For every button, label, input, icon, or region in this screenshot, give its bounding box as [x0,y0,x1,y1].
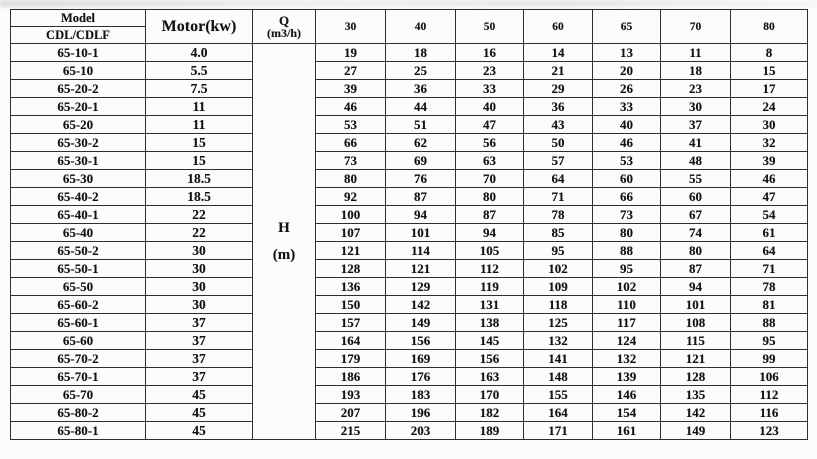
head-value-cell: 46 [316,98,386,116]
motor-power-cell: 4.0 [146,44,253,62]
model-cell: 65-80-2 [11,404,146,422]
head-value-cell: 36 [386,80,456,98]
head-value-cell: 61 [731,224,808,242]
model-cell: 65-70-1 [11,368,146,386]
head-value-cell: 94 [661,278,731,296]
model-column-header: Model [11,10,146,27]
head-value-cell: 170 [456,386,524,404]
head-value-cell: 13 [593,44,661,62]
table-row [11,134,808,152]
table-row [11,296,808,314]
pump-performance-table [10,9,808,440]
h-symbol-label: H [278,219,290,236]
head-value-cell: 106 [731,368,808,386]
head-value-cell: 99 [731,350,808,368]
head-value-cell: 26 [593,80,661,98]
head-value-cell: 136 [316,278,386,296]
head-value-cell: 121 [661,350,731,368]
head-value-cell: 176 [386,368,456,386]
model-cell: 65-20 [11,116,146,134]
motor-power-cell: 22 [146,206,253,224]
head-value-cell: 139 [593,368,661,386]
head-value-cell: 55 [661,170,731,188]
head-value-cell: 18 [661,62,731,80]
head-value-cell: 64 [524,170,593,188]
flow-rate-header-65: 65 [593,10,661,44]
head-value-cell: 108 [661,314,731,332]
head-value-cell: 128 [661,368,731,386]
head-value-cell: 149 [386,314,456,332]
table-row [11,314,808,332]
table-row [11,44,808,62]
head-value-cell: 63 [456,152,524,170]
head-value-cell: 189 [456,422,524,440]
head-value-cell: 78 [524,206,593,224]
motor-power-cell: 30 [146,242,253,260]
motor-power-cell: 37 [146,332,253,350]
head-value-cell: 29 [524,80,593,98]
model-cell: 65-40-2 [11,188,146,206]
head-value-cell: 62 [386,134,456,152]
head-value-cell: 100 [316,206,386,224]
model-cell: 65-80-1 [11,422,146,440]
head-value-cell: 161 [593,422,661,440]
head-value-cell: 80 [316,170,386,188]
model-cell: 65-40-1 [11,206,146,224]
head-value-cell: 94 [456,224,524,242]
head-value-cell: 57 [524,152,593,170]
motor-power-cell: 37 [146,314,253,332]
flow-rate-header-30: 30 [316,10,386,44]
head-value-cell: 60 [593,170,661,188]
head-value-cell: 112 [731,386,808,404]
head-value-cell: 155 [524,386,593,404]
head-value-cell: 102 [524,260,593,278]
table-row [11,422,808,440]
model-cell: 65-20-1 [11,98,146,116]
head-value-cell: 164 [524,404,593,422]
head-value-cell: 179 [316,350,386,368]
head-value-cell: 30 [731,116,808,134]
flow-rate-header-50: 50 [456,10,524,44]
head-value-cell: 123 [731,422,808,440]
table-row [11,188,808,206]
head-value-cell: 27 [316,62,386,80]
model-cell: 65-60-2 [11,296,146,314]
q-unit-label: (m3/h) [267,25,301,40]
head-value-cell: 23 [456,62,524,80]
head-value-cell: 124 [593,332,661,350]
head-value-cell: 203 [386,422,456,440]
head-value-cell: 51 [386,116,456,134]
model-cell: 65-70 [11,386,146,404]
model-cell: 65-20-2 [11,80,146,98]
head-value-cell: 95 [731,332,808,350]
head-value-cell: 215 [316,422,386,440]
table-row [11,242,808,260]
head-value-cell: 116 [731,404,808,422]
head-value-cell: 14 [524,44,593,62]
head-value-cell: 70 [456,170,524,188]
head-value-cell: 81 [731,296,808,314]
head-value-cell: 66 [593,188,661,206]
h-unit-label: (m) [272,246,296,263]
table-row [11,80,808,98]
table-body [11,44,808,440]
table-row [11,386,808,404]
motor-power-cell: 7.5 [146,80,253,98]
motor-power-cell: 45 [146,386,253,404]
head-value-cell: 40 [593,116,661,134]
head-value-cell: 114 [386,242,456,260]
head-value-cell: 149 [661,422,731,440]
table-row [11,350,808,368]
model-cell: 65-30-2 [11,134,146,152]
head-value-cell: 21 [524,62,593,80]
head-value-cell: 163 [456,368,524,386]
motor-power-cell: 18.5 [146,188,253,206]
head-value-cell: 121 [316,242,386,260]
head-value-cell: 85 [524,224,593,242]
head-value-cell: 33 [593,98,661,116]
head-value-cell: 87 [386,188,456,206]
flow-rate-header-60: 60 [524,10,593,44]
model-cell: 65-50 [11,278,146,296]
table-row [11,152,808,170]
motor-power-cell: 37 [146,350,253,368]
head-value-cell: 80 [456,188,524,206]
head-value-cell: 50 [524,134,593,152]
head-value-cell: 186 [316,368,386,386]
head-value-cell: 24 [731,98,808,116]
head-value-cell: 46 [731,170,808,188]
head-value-cell: 156 [386,332,456,350]
head-value-cell: 95 [593,260,661,278]
head-value-cell: 157 [316,314,386,332]
head-value-cell: 44 [386,98,456,116]
motor-power-cell: 11 [146,98,253,116]
head-value-cell: 105 [456,242,524,260]
head-value-cell: 135 [661,386,731,404]
head-value-cell: 107 [316,224,386,242]
model-cell: 65-50-2 [11,242,146,260]
head-value-cell: 146 [593,386,661,404]
head-value-cell: 53 [316,116,386,134]
head-value-cell: 43 [524,116,593,134]
head-value-cell: 69 [386,152,456,170]
head-value-cell: 73 [593,206,661,224]
head-value-cell: 207 [316,404,386,422]
head-value-cell: 164 [316,332,386,350]
model-cell: 65-30-1 [11,152,146,170]
head-value-cell: 125 [524,314,593,332]
table-row [11,62,808,80]
header-row-1 [11,10,808,27]
table-row [11,278,808,296]
head-value-cell: 109 [524,278,593,296]
head-value-cell: 17 [731,80,808,98]
model-series-subheader: CDL/CDLF [11,27,146,44]
head-value-cell: 76 [386,170,456,188]
model-cell: 65-30 [11,170,146,188]
flow-q-column-header [253,10,316,44]
motor-power-cell: 30 [146,278,253,296]
head-value-cell: 117 [593,314,661,332]
head-value-cell: 118 [524,296,593,314]
head-value-cell: 71 [524,188,593,206]
model-cell: 65-60-1 [11,314,146,332]
motor-power-cell: 18.5 [146,170,253,188]
head-value-cell: 128 [316,260,386,278]
head-value-cell: 33 [456,80,524,98]
head-value-cell: 121 [386,260,456,278]
scan-artifact [0,0,817,7]
head-value-cell: 95 [524,242,593,260]
head-value-cell: 53 [593,152,661,170]
head-value-cell: 56 [456,134,524,152]
head-value-cell: 132 [524,332,593,350]
motor-power-cell: 30 [146,296,253,314]
head-value-cell: 39 [316,80,386,98]
head-value-cell: 156 [456,350,524,368]
head-value-cell: 88 [731,314,808,332]
head-value-cell: 183 [386,386,456,404]
head-value-cell: 67 [661,206,731,224]
head-value-cell: 88 [593,242,661,260]
head-value-cell: 102 [593,278,661,296]
head-value-cell: 141 [524,350,593,368]
head-value-cell: 132 [593,350,661,368]
head-value-cell: 11 [661,44,731,62]
head-value-cell: 47 [731,188,808,206]
model-cell: 65-40 [11,224,146,242]
head-value-cell: 193 [316,386,386,404]
motor-power-cell: 45 [146,404,253,422]
flow-rate-header-80: 80 [731,10,808,44]
motor-power-cell: 11 [146,116,253,134]
flow-rate-header-70: 70 [661,10,731,44]
head-value-cell: 30 [661,98,731,116]
motor-power-cell: 45 [146,422,253,440]
head-value-cell: 87 [456,206,524,224]
table-row [11,332,808,350]
model-cell: 65-10-1 [11,44,146,62]
table-row [11,170,808,188]
head-value-cell: 54 [731,206,808,224]
table-row [11,260,808,278]
head-value-cell: 64 [731,242,808,260]
motor-column-header: Motor(kw) [146,10,253,44]
model-cell: 65-60 [11,332,146,350]
head-value-cell: 46 [593,134,661,152]
head-value-cell: 23 [661,80,731,98]
motor-power-cell: 15 [146,152,253,170]
head-value-cell: 87 [661,260,731,278]
head-value-cell: 145 [456,332,524,350]
motor-power-cell: 22 [146,224,253,242]
head-value-cell: 138 [456,314,524,332]
head-value-cell: 71 [731,260,808,278]
head-value-cell: 101 [386,224,456,242]
head-value-cell: 148 [524,368,593,386]
head-value-cell: 25 [386,62,456,80]
head-value-cell: 32 [731,134,808,152]
head-value-cell: 142 [386,296,456,314]
head-value-cell: 78 [731,278,808,296]
head-value-cell: 101 [661,296,731,314]
head-value-cell: 47 [456,116,524,134]
head-unit-cell [253,44,316,440]
head-value-cell: 154 [593,404,661,422]
head-value-cell: 150 [316,296,386,314]
model-cell: 65-10 [11,62,146,80]
head-value-cell: 40 [456,98,524,116]
head-value-cell: 169 [386,350,456,368]
motor-power-cell: 37 [146,368,253,386]
head-value-cell: 115 [661,332,731,350]
table-row [11,116,808,134]
head-value-cell: 36 [524,98,593,116]
table-row [11,368,808,386]
head-value-cell: 15 [731,62,808,80]
table-row [11,404,808,422]
head-value-cell: 94 [386,206,456,224]
head-value-cell: 37 [661,116,731,134]
head-value-cell: 73 [316,152,386,170]
table-row [11,224,808,242]
head-value-cell: 80 [661,242,731,260]
model-cell: 65-50-1 [11,260,146,278]
head-value-cell: 80 [593,224,661,242]
q-symbol-label: Q [278,12,290,28]
head-value-cell: 18 [386,44,456,62]
head-value-cell: 41 [661,134,731,152]
head-value-cell: 112 [456,260,524,278]
flow-rate-header-40: 40 [386,10,456,44]
head-value-cell: 196 [386,404,456,422]
head-value-cell: 60 [661,188,731,206]
head-value-cell: 19 [316,44,386,62]
head-value-cell: 92 [316,188,386,206]
motor-power-cell: 5.5 [146,62,253,80]
head-value-cell: 171 [524,422,593,440]
head-value-cell: 66 [316,134,386,152]
head-value-cell: 20 [593,62,661,80]
table-row [11,98,808,116]
head-value-cell: 48 [661,152,731,170]
head-value-cell: 16 [456,44,524,62]
head-value-cell: 142 [661,404,731,422]
head-value-cell: 119 [456,278,524,296]
table-header [11,10,808,44]
motor-power-cell: 30 [146,260,253,278]
head-value-cell: 74 [661,224,731,242]
head-value-cell: 131 [456,296,524,314]
motor-power-cell: 15 [146,134,253,152]
model-cell: 65-70-2 [11,350,146,368]
head-value-cell: 8 [731,44,808,62]
head-value-cell: 110 [593,296,661,314]
table-row [11,206,808,224]
head-value-cell: 129 [386,278,456,296]
head-value-cell: 39 [731,152,808,170]
head-value-cell: 182 [456,404,524,422]
